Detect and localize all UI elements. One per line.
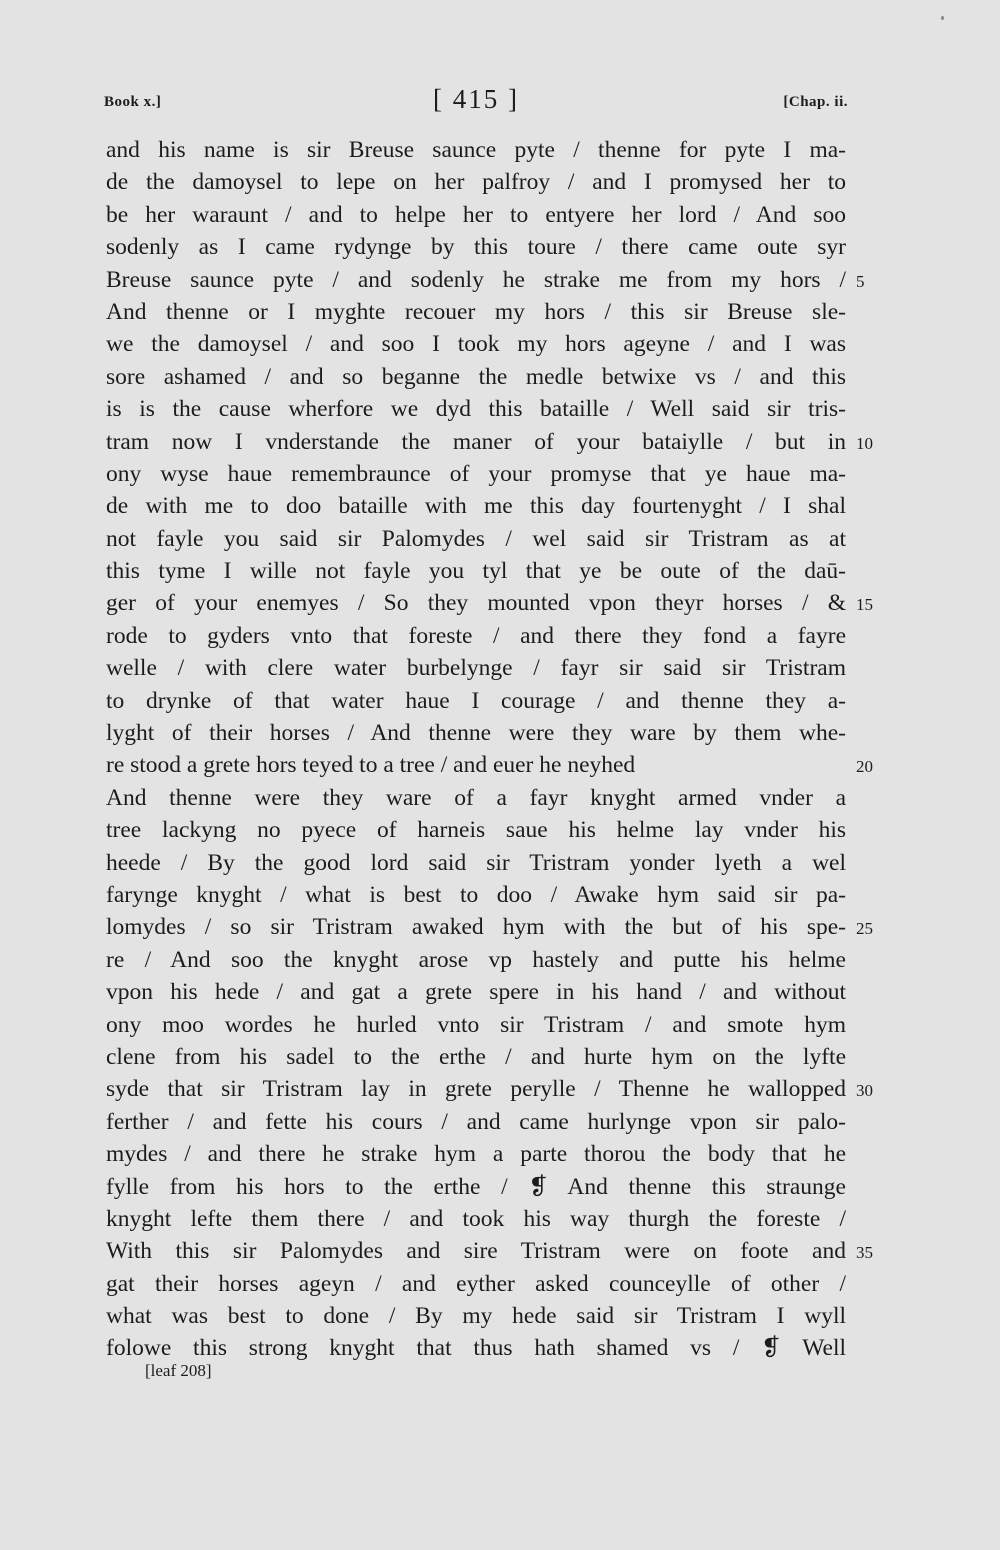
text-line bbox=[106, 1203, 846, 1235]
line-text: we the damoysel / and soo I took my hors ageyne / and I was bbox=[106, 331, 846, 358]
text-line bbox=[106, 1332, 846, 1364]
line-text: mydes / and there he strake hym a parte thorou the body that he bbox=[106, 1141, 846, 1168]
text-line bbox=[106, 879, 846, 911]
line-text: to drynke of that water haue I courage / and thenne they a- bbox=[106, 687, 846, 714]
line-text: tree lackyng no pyece of harneis saue his helme lay vnder his bbox=[106, 817, 846, 844]
text-line bbox=[106, 490, 846, 522]
text-line bbox=[106, 426, 873, 458]
line-text: Breuse saunce pyte / and sodenly he strake me from my hors / bbox=[106, 266, 846, 293]
text-line bbox=[106, 976, 846, 1008]
text-line bbox=[106, 1268, 846, 1300]
line-text: fylle from his hors to the erthe / ❡ And thenne this straunge bbox=[106, 1173, 846, 1200]
line-number: 5 bbox=[856, 271, 865, 291]
text-line bbox=[106, 847, 846, 879]
line-number: 25 bbox=[856, 919, 873, 939]
line-text: de the damoysel to lepe on her palfroy / and I promysed her to bbox=[106, 169, 846, 196]
text-line bbox=[106, 1106, 846, 1138]
text-line bbox=[106, 749, 873, 781]
line-text: lomydes / so sir Tristram awaked hym with the but of his spe- bbox=[106, 914, 846, 941]
text-line bbox=[106, 911, 873, 943]
line-text: is is the cause wherfore we dyd this bataille / Well said sir tris- bbox=[106, 396, 846, 423]
text-line bbox=[106, 264, 865, 296]
line-text: knyght lefte them there / and took his way thurgh the foreste / bbox=[106, 1205, 846, 1232]
text-line bbox=[106, 1073, 873, 1105]
line-text: clene from his sadel to the erthe / and hurte hym on the lyfte bbox=[106, 1043, 846, 1070]
text-line bbox=[106, 782, 846, 814]
text-line bbox=[106, 134, 846, 166]
text-line bbox=[106, 328, 846, 360]
line-text: ony moo wordes he hurled vnto sir Tristram / and smote hym bbox=[106, 1011, 846, 1038]
book-number: Book x.] bbox=[104, 94, 162, 110]
line-text: And thenne were they ware of a fayr knyght armed vnder a bbox=[106, 784, 846, 811]
line-text: lyght of their horses / And thenne were they ware by them whe- bbox=[106, 720, 846, 747]
text-line bbox=[106, 1235, 873, 1267]
paper-speck bbox=[941, 16, 944, 20]
text-line bbox=[106, 231, 846, 263]
text-line bbox=[106, 620, 846, 652]
line-text: syde that sir Tristram lay in grete perylle / Thenne he wallopped bbox=[106, 1076, 846, 1103]
line-text: this tyme I wille not fayle you tyl that ye be oute of the daū- bbox=[106, 558, 846, 585]
page-number: [ 415 ] bbox=[433, 84, 519, 114]
line-text: sore ashamed / and so beganne the medle betwixe vs / and this bbox=[106, 363, 846, 390]
line-text: tram now I vnderstande the maner of your bataiylle / but in bbox=[106, 428, 846, 455]
text-line bbox=[106, 393, 846, 425]
line-text: not fayle you said sir Palomydes / wel said sir Tristram as at bbox=[106, 525, 846, 552]
text-line bbox=[106, 944, 846, 976]
text-line bbox=[106, 814, 846, 846]
line-number: 35 bbox=[856, 1243, 873, 1263]
line-text: de with me to doo bataille with me this day fourtenyght / I shal bbox=[106, 493, 846, 520]
line-number: 15 bbox=[856, 595, 873, 615]
line-text: be her waraunt / and to helpe her to entyere her lord / And soo bbox=[106, 201, 846, 228]
text-line bbox=[106, 717, 846, 749]
text-line bbox=[106, 652, 846, 684]
text-line bbox=[106, 1300, 846, 1332]
text-line bbox=[106, 361, 846, 393]
line-text: rode to gyders vnto that foreste / and there they fond a fayre bbox=[106, 622, 846, 649]
running-header bbox=[104, 84, 848, 124]
body-text bbox=[106, 134, 873, 1365]
text-line bbox=[106, 1138, 846, 1170]
text-line bbox=[106, 296, 846, 328]
line-text: and his name is sir Breuse saunce pyte / thenne for pyte I ma- bbox=[106, 137, 846, 163]
chapter-number: [Chap. ii. bbox=[783, 94, 848, 110]
line-number: 30 bbox=[856, 1081, 873, 1101]
text-line bbox=[106, 523, 846, 555]
text-line bbox=[106, 458, 846, 490]
text-line bbox=[106, 199, 846, 231]
text-line bbox=[106, 1041, 846, 1073]
line-text: re stood a grete hors teyed to a tree / and euer he neyhed bbox=[106, 752, 636, 779]
line-text: With this sir Palomydes and sire Tristram were on foote and bbox=[106, 1238, 846, 1265]
line-text: sodenly as I came rydynge by this toure / there came oute syr bbox=[106, 234, 846, 261]
line-text: welle / with clere water burbelynge / fayr sir said sir Tristram bbox=[106, 655, 846, 682]
text-line bbox=[106, 685, 846, 717]
line-text: ony wyse haue remembraunce of your promyse that ye haue ma- bbox=[106, 460, 846, 487]
text-line bbox=[106, 1009, 846, 1041]
line-text: vpon his hede / and gat a grete spere in his hand / and without bbox=[106, 979, 846, 1006]
line-text: And thenne or I myghte recouer my hors / this sir Breuse sle- bbox=[106, 298, 846, 325]
text-line bbox=[106, 166, 846, 198]
line-text: ger of your enemyes / So they mounted vpon theyr horses / & bbox=[106, 590, 846, 617]
line-text: folowe this strong knyght that thus hath shamed vs / ❡ Well bbox=[106, 1335, 846, 1362]
text-line bbox=[106, 1171, 846, 1203]
line-number: 20 bbox=[856, 757, 873, 777]
text-line bbox=[106, 587, 873, 619]
line-text: what was best to done / By my hede said sir Tristram I wyll bbox=[106, 1303, 846, 1330]
leaf-note: [leaf 208] bbox=[145, 1361, 212, 1380]
line-text: farynge knyght / what is best to doo / Awake hym said sir pa- bbox=[106, 881, 846, 908]
line-text: heede / By the good lord said sir Tristram yonder lyeth a wel bbox=[106, 849, 846, 876]
line-number: 10 bbox=[856, 433, 873, 453]
line-text: gat their horses ageyn / and eyther asked counceylle of other / bbox=[106, 1270, 846, 1297]
line-text: re / And soo the knyght arose vp hastely and putte his helme bbox=[106, 946, 846, 973]
text-line bbox=[106, 555, 846, 587]
line-text: ferther / and fette his cours / and came hurlynge vpon sir palo- bbox=[106, 1108, 846, 1135]
